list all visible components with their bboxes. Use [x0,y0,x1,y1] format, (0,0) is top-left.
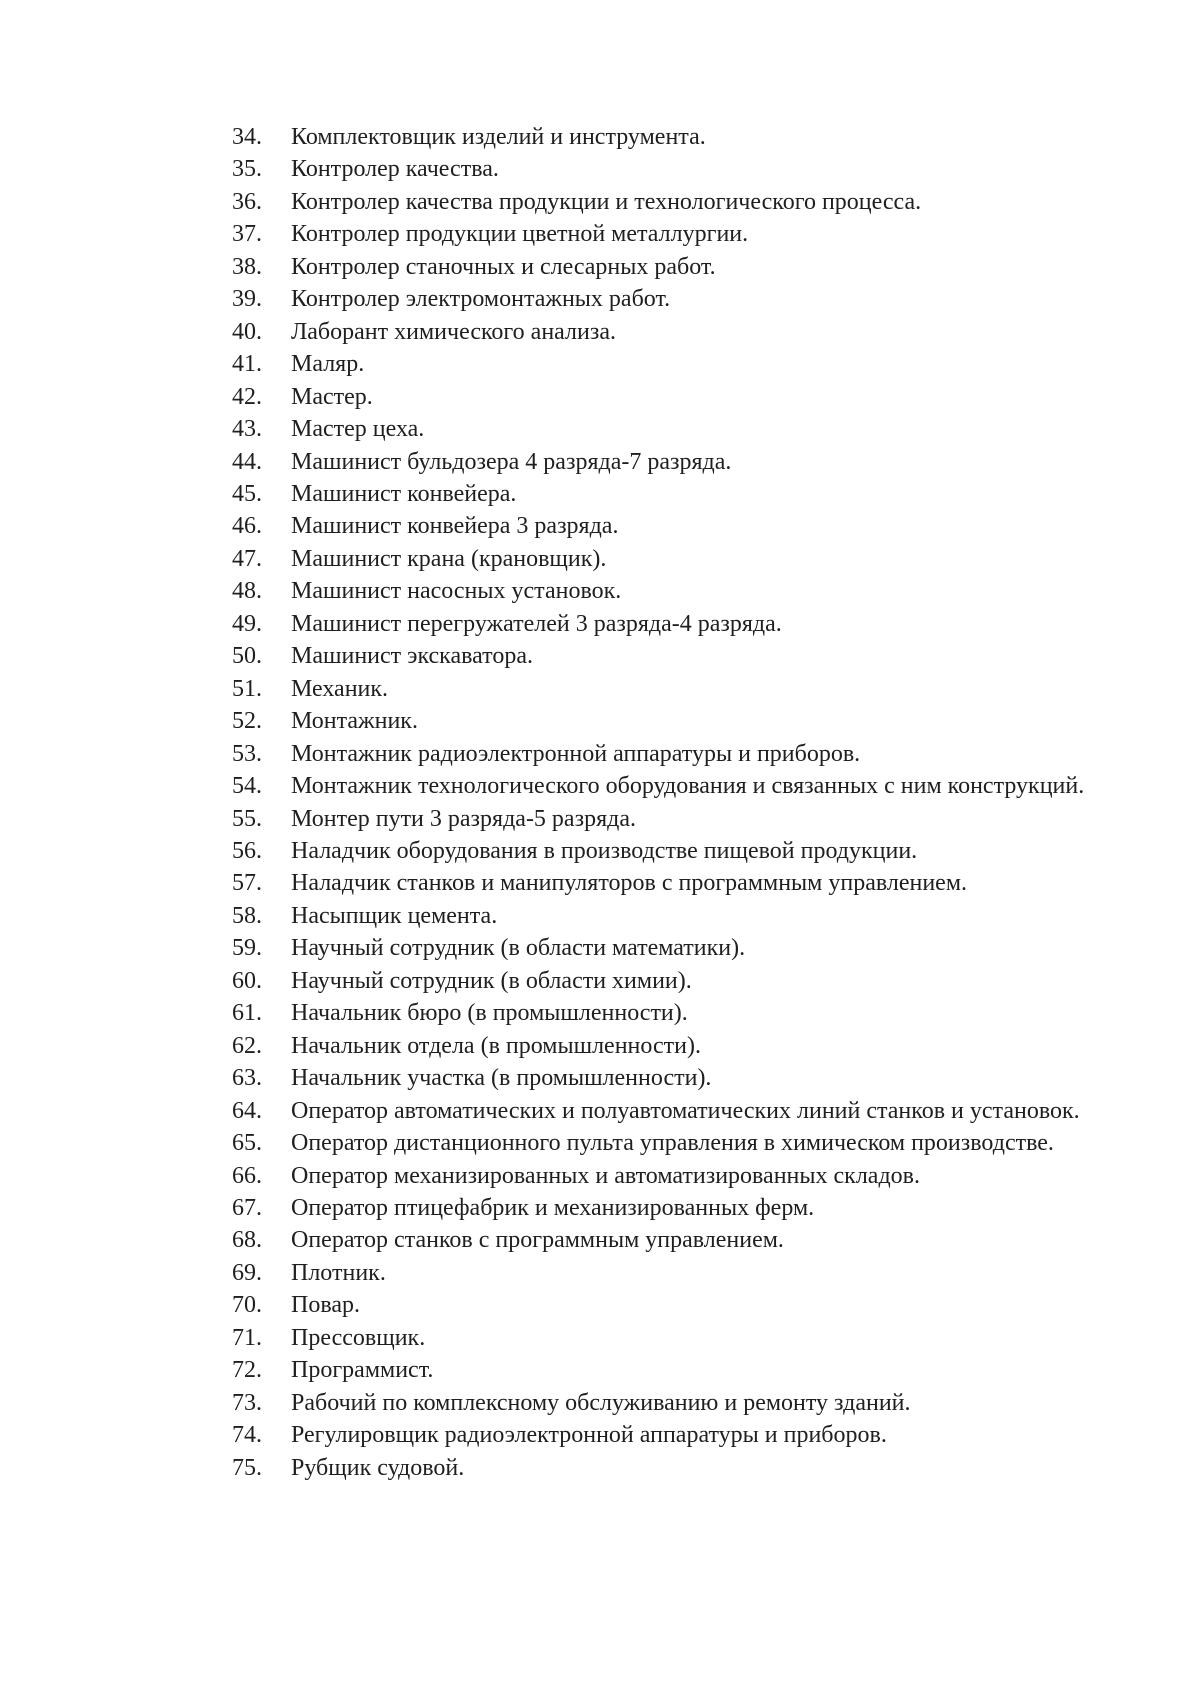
list-item [232,1419,1132,1451]
list-item [232,1160,1132,1192]
item-number: 39. [232,286,262,313]
item-number: 47. [232,545,262,572]
list-item [232,997,1132,1029]
item-text: Машинист крана (крановщик). [291,545,607,572]
item-number: 34. [232,124,262,150]
item-text: Наладчик станков и манипуляторов с программным управлением. [291,870,968,897]
item-number: 35. [232,156,262,183]
item-text: Программист. [291,1357,434,1384]
item-number: 50. [232,643,262,670]
list-item [232,1452,1132,1484]
item-number: 46. [232,513,262,540]
item-text: Маляр. [291,351,365,378]
item-text: Мастер цеха. [291,416,425,443]
item-text: Машинист бульдозера 4 разряда-7 разряда. [291,448,732,475]
item-text: Машинист конвейера. [291,480,517,507]
list-item [232,121,1132,153]
item-number: 48. [232,578,262,605]
item-text: Начальник участка (в промышленности). [291,1065,712,1092]
item-text: Комплектовщик изделий и инструмента. [291,124,706,150]
list-item [232,1354,1132,1386]
list-item [232,446,1132,478]
item-text: Оператор дистанционного пульта управления в химическом производстве. [291,1130,1054,1157]
list-item [232,348,1132,380]
item-number: 40. [232,318,262,345]
list-item [232,835,1132,867]
item-text: Машинист перегружателей 3 разряда-4 разряда. [291,610,782,637]
list-item [232,965,1132,997]
list-item [232,1322,1132,1354]
list-item [232,608,1132,640]
item-number: 73. [232,1389,262,1416]
item-number: 70. [232,1292,262,1319]
item-number: 64. [232,1097,262,1124]
item-number: 49. [232,610,262,637]
item-text: Машинист конвейера 3 разряда. [291,513,619,540]
list-item [232,1095,1132,1127]
item-text: Монтажник технологического оборудования и связанных с ним конструкций. [291,773,1085,800]
item-text: Регулировщик радиоэлектронной аппаратуры и приборов. [291,1422,887,1449]
item-text: Контролер продукции цветной металлургии. [291,221,749,248]
item-number: 65. [232,1130,262,1157]
item-number: 75. [232,1454,262,1481]
item-text: Контролер станочных и слесарных работ. [291,253,716,280]
item-text: Оператор автоматических и полуавтоматических линий станков и установок. [291,1097,1080,1124]
item-number: 55. [232,805,262,832]
item-text: Начальник бюро (в промышленности). [291,1000,688,1027]
item-number: 54. [232,773,262,800]
item-number: 38. [232,253,262,280]
list-item [232,673,1132,705]
list-item [232,251,1132,283]
list-item [232,381,1132,413]
list-item [232,932,1132,964]
item-text: Наладчик оборудования в производстве пищевой продукции. [291,837,918,864]
item-text: Монтер пути 3 разряда-5 разряда. [291,805,636,832]
item-number: 37. [232,221,262,248]
list-item [232,510,1132,542]
list-item [232,867,1132,899]
list-item [232,478,1132,510]
item-number: 57. [232,870,262,897]
list-item [232,738,1132,770]
item-number: 41. [232,351,262,378]
item-text: Механик. [291,675,389,702]
item-text: Монтажник радиоэлектронной аппаратуры и приборов. [291,740,861,767]
item-text: Машинист экскаватора. [291,643,533,670]
item-text: Контролер электромонтажных работ. [291,286,671,313]
list-item [232,1192,1132,1224]
item-number: 63. [232,1065,262,1092]
list-item [232,186,1132,218]
list-item [232,1127,1132,1159]
list-item [232,640,1132,672]
item-number: 44. [232,448,262,475]
list-item [232,413,1132,445]
item-text: Научный сотрудник (в области математики). [291,935,746,962]
item-number: 69. [232,1259,262,1286]
item-number: 74. [232,1422,262,1449]
item-number: 71. [232,1324,262,1351]
item-number: 45. [232,480,262,507]
item-text: Рабочий по комплексному обслуживанию и ремонту зданий. [291,1389,911,1416]
list-item [232,803,1132,835]
item-text: Оператор механизированных и автоматизированных складов. [291,1162,921,1189]
item-number: 53. [232,740,262,767]
item-text: Начальник отдела (в промышленности). [291,1032,701,1059]
list-item [232,283,1132,315]
list-item [232,543,1132,575]
item-text: Рубщик судовой. [291,1454,465,1481]
item-number: 62. [232,1032,262,1059]
item-number: 68. [232,1227,262,1254]
item-number: 59. [232,935,262,962]
occupation-list [232,121,1132,1484]
item-text: Лаборант химического анализа. [291,318,616,345]
item-number: 72. [232,1357,262,1384]
list-item [232,218,1132,250]
item-text: Повар. [291,1292,360,1319]
item-text: Мастер. [291,383,373,410]
item-number: 58. [232,902,262,929]
item-number: 43. [232,416,262,443]
list-item [232,1387,1132,1419]
list-item [232,1257,1132,1289]
item-number: 52. [232,708,262,735]
list-item [232,1062,1132,1094]
item-text: Монтажник. [291,708,418,735]
item-number: 67. [232,1194,262,1221]
item-text: Оператор птицефабрик и механизированных ферм. [291,1194,815,1221]
item-number: 36. [232,188,262,215]
item-text: Прессовщик. [291,1324,426,1351]
item-text: Оператор станков с программным управлением. [291,1227,784,1254]
item-number: 61. [232,1000,262,1027]
list-item [232,316,1132,348]
item-text: Машинист насосных установок. [291,578,622,605]
list-item [232,1030,1132,1062]
list-item [232,1289,1132,1321]
item-number: 56. [232,837,262,864]
item-text: Насыпщик цемента. [291,902,498,929]
list-item [232,575,1132,607]
item-text: Контролер качества. [291,156,499,183]
item-text: Научный сотрудник (в области химии). [291,967,692,994]
item-number: 60. [232,967,262,994]
item-text: Плотник. [291,1259,386,1286]
list-item [232,705,1132,737]
list-item [232,900,1132,932]
list-item [232,153,1132,185]
item-number: 42. [232,383,262,410]
item-number: 66. [232,1162,262,1189]
item-text: Контролер качества продукции и технологического процесса. [291,188,922,215]
list-item [232,770,1132,802]
list-item [232,1224,1132,1256]
item-number: 51. [232,675,262,702]
